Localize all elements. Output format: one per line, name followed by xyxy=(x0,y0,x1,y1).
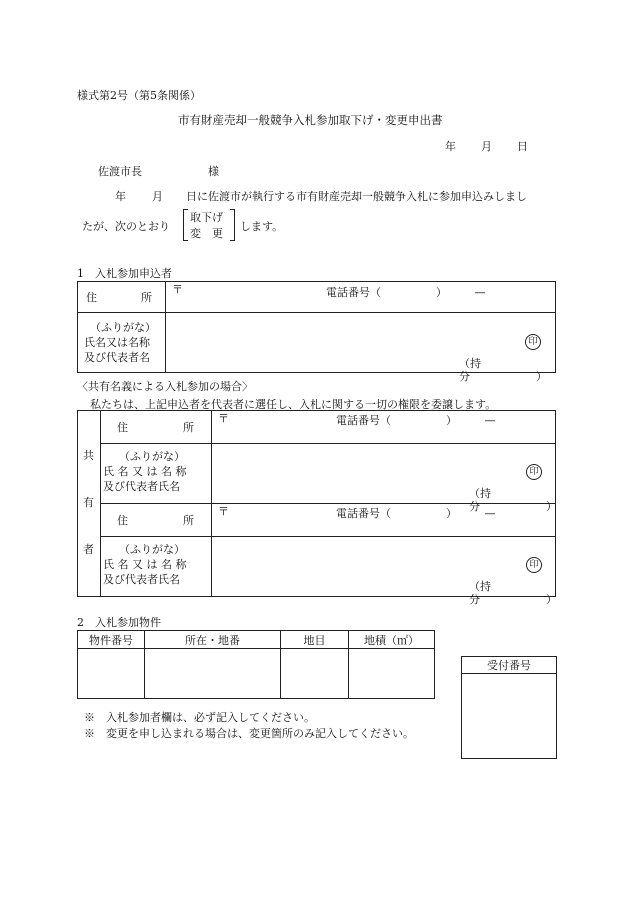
side-label-3: 者 xyxy=(83,543,94,556)
receipt-label: 受付番号 xyxy=(462,657,557,674)
col-land-category: 地目 xyxy=(281,631,349,649)
address-input-cell[interactable] xyxy=(166,282,556,313)
intro-year: 年 xyxy=(115,190,126,203)
bracket-left xyxy=(183,209,188,241)
address-label: 住 所 xyxy=(86,291,152,304)
joint1-furigana-label: （ふりがな） xyxy=(119,450,185,463)
seal-icon: 印 xyxy=(525,334,541,350)
joint-owner-table xyxy=(77,410,557,606)
property-table xyxy=(77,630,435,699)
col-property-number: 物件番号 xyxy=(78,631,145,649)
joint2-phone-label: 電話番号（ ） — xyxy=(336,507,496,520)
joint2-name-label-2: 及び代表者氏名 xyxy=(103,573,180,586)
side-label-1: 共 xyxy=(83,449,94,462)
intro-line2-prefix: たが、次のとおり xyxy=(82,220,170,233)
intro-line2-suffix: します。 xyxy=(240,220,284,233)
share-label: （持分 ） xyxy=(459,357,547,383)
phone-label: 電話番号（ ） — xyxy=(326,286,486,299)
joint2-address-label: 住 所 xyxy=(117,514,194,527)
joint1-name-label-cell xyxy=(101,444,212,504)
intro-line1: 日に佐渡市が執行する市有財産売却一般競争入札に参加申込みしまし xyxy=(186,190,527,203)
joint1-postal-mark: 〒 xyxy=(218,412,229,425)
joint2-share-label: （持分 ） xyxy=(469,580,557,606)
joint1-seal-icon: 印 xyxy=(526,464,542,480)
address-label-cell xyxy=(78,282,166,313)
joint2-name-input-cell[interactable] xyxy=(212,537,557,606)
section2-heading: 2 入札参加物件 xyxy=(77,616,161,629)
page-title: 市有財産売却一般競争入札参加取下げ・変更申出書 xyxy=(178,113,443,127)
side-label-2: 有 xyxy=(83,496,94,509)
addressee-honorific: 様 xyxy=(208,165,219,178)
joint1-address-label-cell xyxy=(101,411,212,444)
joint-heading: 〈共有名義による入札参加の場合〉 xyxy=(77,380,253,393)
option-change: 変 更 xyxy=(190,227,223,240)
name-label-1: 氏名又は名称 xyxy=(84,336,150,349)
form-number: 様式第2号（第5条関係） xyxy=(77,89,201,102)
receipt-box xyxy=(461,656,557,759)
joint2-name-label-1: 氏 名 又 は 名 称 xyxy=(103,558,187,571)
name-input-cell[interactable] xyxy=(166,313,556,383)
name-label-cell xyxy=(78,313,166,373)
joint2-seal-icon: 印 xyxy=(526,557,542,573)
joint-side-label-cell xyxy=(78,411,101,597)
note-1: ※ 入札参加者欄は、必ず記入してください。 xyxy=(84,711,315,724)
col-location: 所在・地番 xyxy=(145,631,281,649)
joint2-address-input-cell[interactable] xyxy=(212,504,556,537)
land-category-input[interactable] xyxy=(281,649,349,699)
applicant-table xyxy=(77,281,556,383)
section1-heading: 1 入札参加申込者 xyxy=(77,267,172,280)
date-year: 年 xyxy=(445,140,456,153)
location-input[interactable] xyxy=(145,649,281,699)
option-withdraw: 取下げ xyxy=(190,211,223,224)
joint1-name-label-1: 氏 名 又 は 名 称 xyxy=(103,465,187,478)
joint1-name-input-cell[interactable] xyxy=(212,444,557,513)
date-day: 日 xyxy=(517,140,528,153)
receipt-number-input[interactable] xyxy=(462,674,557,759)
joint2-postal-mark: 〒 xyxy=(218,505,229,518)
joint1-address-label: 住 所 xyxy=(117,421,194,434)
property-number-input[interactable] xyxy=(78,649,145,699)
area-input[interactable] xyxy=(349,649,435,699)
joint2-name-label-cell xyxy=(101,537,212,597)
name-label-2: 及び代表者名 xyxy=(84,351,150,364)
addressee-name: 佐渡市長 xyxy=(98,165,142,178)
joint1-name-label-2: 及び代表者氏名 xyxy=(103,480,180,493)
bracket-right xyxy=(230,209,235,241)
postal-mark: 〒 xyxy=(172,283,183,296)
note-2: ※ 変更を申し込まれる場合は、変更箇所のみ記入してください。 xyxy=(84,727,414,740)
joint2-furigana-label: （ふりがな） xyxy=(119,543,185,556)
joint1-address-input-cell[interactable] xyxy=(212,411,556,444)
furigana-label: （ふりがな） xyxy=(90,321,156,334)
intro-month: 月 xyxy=(152,190,163,203)
delegation-text: 私たちは、上記申込者を代表者に選任し、入札に関する一切の権限を委譲します。 xyxy=(90,398,497,411)
joint1-phone-label: 電話番号（ ） — xyxy=(336,414,496,427)
col-area: 地積（㎡） xyxy=(349,631,435,649)
date-month: 月 xyxy=(481,140,492,153)
joint2-address-label-cell xyxy=(101,504,212,537)
joint1-share-label: （持分 ） xyxy=(469,487,557,513)
